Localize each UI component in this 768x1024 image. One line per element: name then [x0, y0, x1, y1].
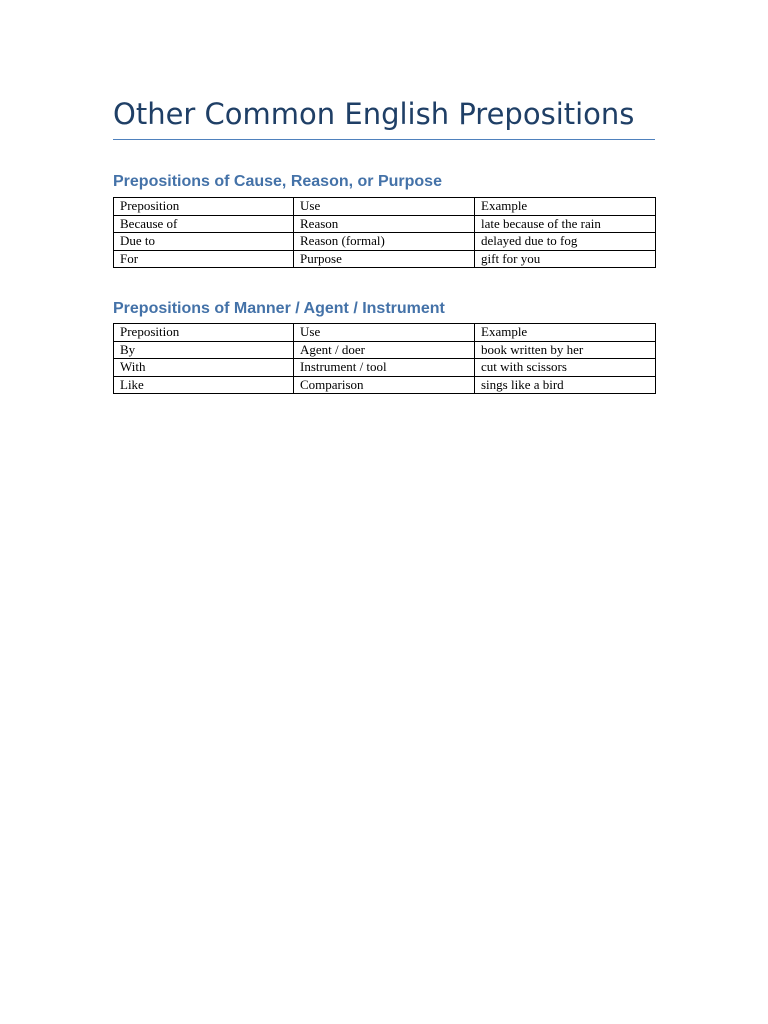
- section-heading-manner: Prepositions of Manner / Agent / Instrument: [113, 300, 445, 317]
- header-cell-example: Example: [475, 324, 656, 342]
- table-header-row: [114, 198, 656, 216]
- table-row: [114, 359, 656, 377]
- cell-example: cut with scissors: [475, 359, 656, 377]
- header-cell-use: Use: [294, 198, 475, 216]
- header-cell-preposition: Preposition: [114, 198, 294, 216]
- table-row: [114, 376, 656, 394]
- cell-preposition: By: [114, 341, 294, 359]
- table-row: [114, 233, 656, 251]
- table-row: [114, 341, 656, 359]
- header-cell-example: Example: [475, 198, 656, 216]
- cell-preposition: Like: [114, 376, 294, 394]
- cell-example: gift for you: [475, 250, 656, 268]
- header-cell-preposition: Preposition: [114, 324, 294, 342]
- table-manner-agent-instrument: [113, 323, 656, 394]
- cell-preposition: For: [114, 250, 294, 268]
- table-cause-reason-purpose: [113, 197, 656, 268]
- section-heading-cause: Prepositions of Cause, Reason, or Purpose: [113, 173, 442, 190]
- cell-example: late because of the rain: [475, 215, 656, 233]
- cell-preposition: With: [114, 359, 294, 377]
- cell-use: Reason: [294, 215, 475, 233]
- header-cell-use: Use: [294, 324, 475, 342]
- table-row: [114, 215, 656, 233]
- cell-example: sings like a bird: [475, 376, 656, 394]
- table-header-row: [114, 324, 656, 342]
- cell-example: book written by her: [475, 341, 656, 359]
- cell-use: Instrument / tool: [294, 359, 475, 377]
- cell-use: Purpose: [294, 250, 475, 268]
- cell-preposition: Because of: [114, 215, 294, 233]
- cell-use: Comparison: [294, 376, 475, 394]
- document-title: Other Common English Prepositions: [113, 97, 635, 131]
- cell-preposition: Due to: [114, 233, 294, 251]
- cell-example: delayed due to fog: [475, 233, 656, 251]
- table-row: [114, 250, 656, 268]
- cell-use: Reason (formal): [294, 233, 475, 251]
- cell-use: Agent / doer: [294, 341, 475, 359]
- title-underline: [113, 139, 655, 140]
